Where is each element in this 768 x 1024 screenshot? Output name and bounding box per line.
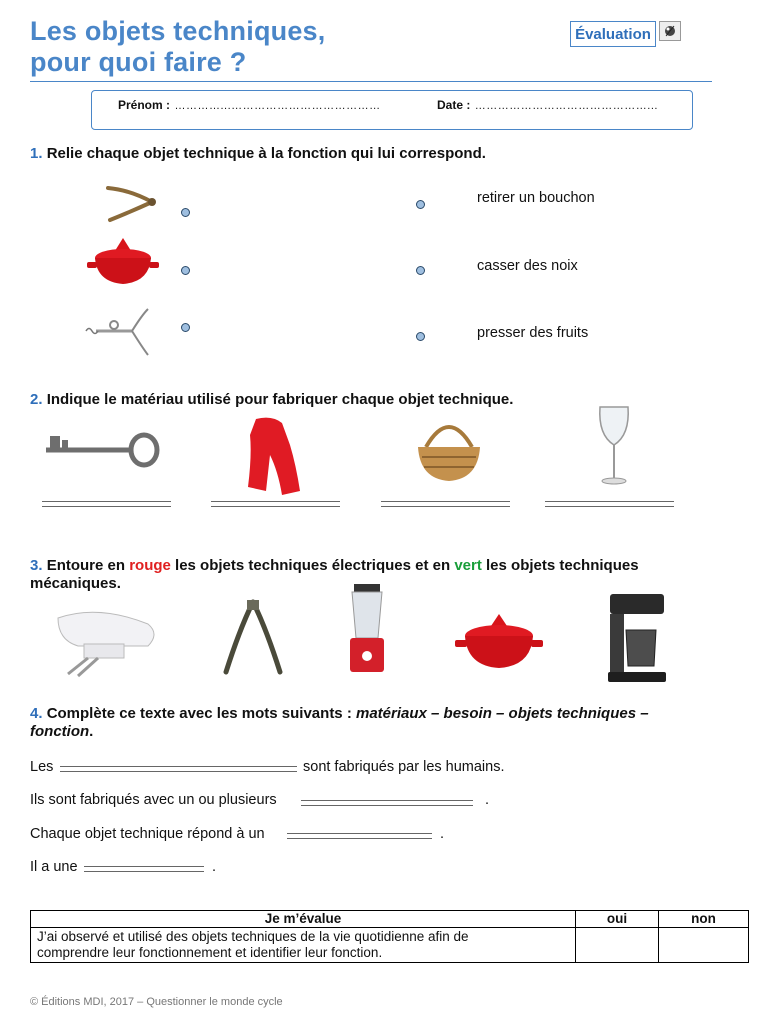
question-3-text-a: Entoure en (46, 557, 130, 574)
material-answer-key[interactable] (42, 501, 171, 507)
nutcracker-image-2 (220, 598, 286, 676)
sentence-2-start: Ils sont fabriqués avec un ou plusieurs (30, 792, 277, 808)
sentence-4-end: . (212, 859, 217, 875)
function-label: presser des fruits (477, 325, 589, 341)
self-evaluation-table (30, 910, 749, 963)
word-list-line-2: fonction (30, 723, 90, 740)
sentence-1-start: Les (30, 759, 54, 775)
table-header-row (31, 911, 749, 928)
question-2-number: 2. (30, 391, 43, 408)
date-label: Date : (437, 98, 471, 112)
sentence-4-start: Il a une (30, 859, 78, 875)
column-header: Je m’évalue (31, 911, 576, 928)
blender-image (344, 584, 390, 676)
page-title (30, 16, 325, 78)
question-3-text-c: les objets techniques (481, 557, 639, 574)
scarf-image (238, 415, 304, 499)
word-rouge: rouge (129, 557, 171, 574)
word-list-period: . (89, 723, 94, 740)
blank-2[interactable] (301, 800, 473, 806)
cell-oui[interactable] (576, 928, 659, 963)
column-header-non: non (659, 911, 749, 928)
prenom-dots: …………...………………………………… (174, 100, 381, 112)
link-dot-function-2[interactable] (416, 266, 425, 275)
word-vert: vert (454, 557, 482, 574)
question-3-text-d: mécaniques. (30, 575, 121, 592)
blank-4[interactable] (84, 866, 204, 872)
function-label: retirer un bouchon (477, 190, 595, 206)
prenom-label: Prénom : (118, 98, 171, 112)
sentence-2-end: . (485, 792, 490, 808)
criterion-cell (31, 928, 576, 963)
prenom-field[interactable] (118, 96, 381, 114)
link-dot-object-3[interactable] (181, 323, 190, 332)
date-dots: ………………………………………... (474, 100, 658, 112)
question-3-number: 3. (30, 557, 43, 574)
link-dot-object-1[interactable] (181, 208, 190, 217)
material-answer-basket[interactable] (381, 501, 510, 507)
key-image (42, 430, 162, 472)
question-4-number: 4. (30, 705, 43, 722)
word-list-line-1: matériaux – besoin – objets techniques – (355, 705, 649, 722)
criterion-text-2: comprendre leur fonctionnement et identifier leur fonction. (37, 945, 383, 960)
question-2-text: Indique le matériau utilisé pour fabriquer chaque objet technique. (46, 391, 514, 408)
criterion-text-1: J’ai observé et utilisé des objets techniques de la vie quotidienne afin de (37, 929, 469, 944)
nutcracker-image (100, 182, 160, 226)
header-divider (30, 81, 712, 82)
sentence-1-end: sont fabriqués par les humains. (303, 759, 505, 775)
sentence-3-end: . (440, 826, 445, 842)
title-line-2: pour quoi faire ? (30, 47, 247, 77)
title-line-1: Les objets techniques, (30, 16, 326, 46)
evaluation-badge: Évaluation (570, 21, 656, 47)
question-2 (30, 391, 513, 408)
link-dot-object-2[interactable] (181, 266, 190, 275)
juicer-image-2 (453, 610, 545, 678)
column-header-oui: oui (576, 911, 659, 928)
function-label: casser des noix (477, 258, 578, 274)
juicer-image (85, 236, 161, 292)
wine-glass-image (594, 405, 634, 487)
question-1-text: Relie chaque objet technique à la fonction qui lui correspond. (46, 145, 486, 162)
coffee-maker-image (604, 592, 670, 686)
cell-non[interactable] (659, 928, 749, 963)
mascot-icon (659, 21, 681, 41)
copyright-footer: © Éditions MDI, 2017 – Questionner le monde cycle (30, 996, 283, 1008)
corkscrew-image (84, 305, 154, 359)
hand-mixer-image (38, 604, 168, 680)
question-4-text: Complète ce texte avec les mots suivants : (46, 705, 356, 722)
blank-3[interactable] (287, 833, 432, 839)
material-answer-glass[interactable] (545, 501, 674, 507)
question-1-number: 1. (30, 145, 43, 162)
material-answer-scarf[interactable] (211, 501, 340, 507)
table-row (31, 928, 749, 963)
blank-1[interactable] (60, 766, 297, 772)
question-4 (30, 705, 745, 741)
question-3-text-b: les objets techniques électriques et en (170, 557, 455, 574)
sentence-3-start: Chaque objet technique répond à un (30, 826, 265, 842)
date-field[interactable] (437, 96, 658, 114)
link-dot-function-3[interactable] (416, 332, 425, 341)
basket-image (412, 413, 486, 485)
question-1 (30, 145, 486, 162)
link-dot-function-1[interactable] (416, 200, 425, 209)
